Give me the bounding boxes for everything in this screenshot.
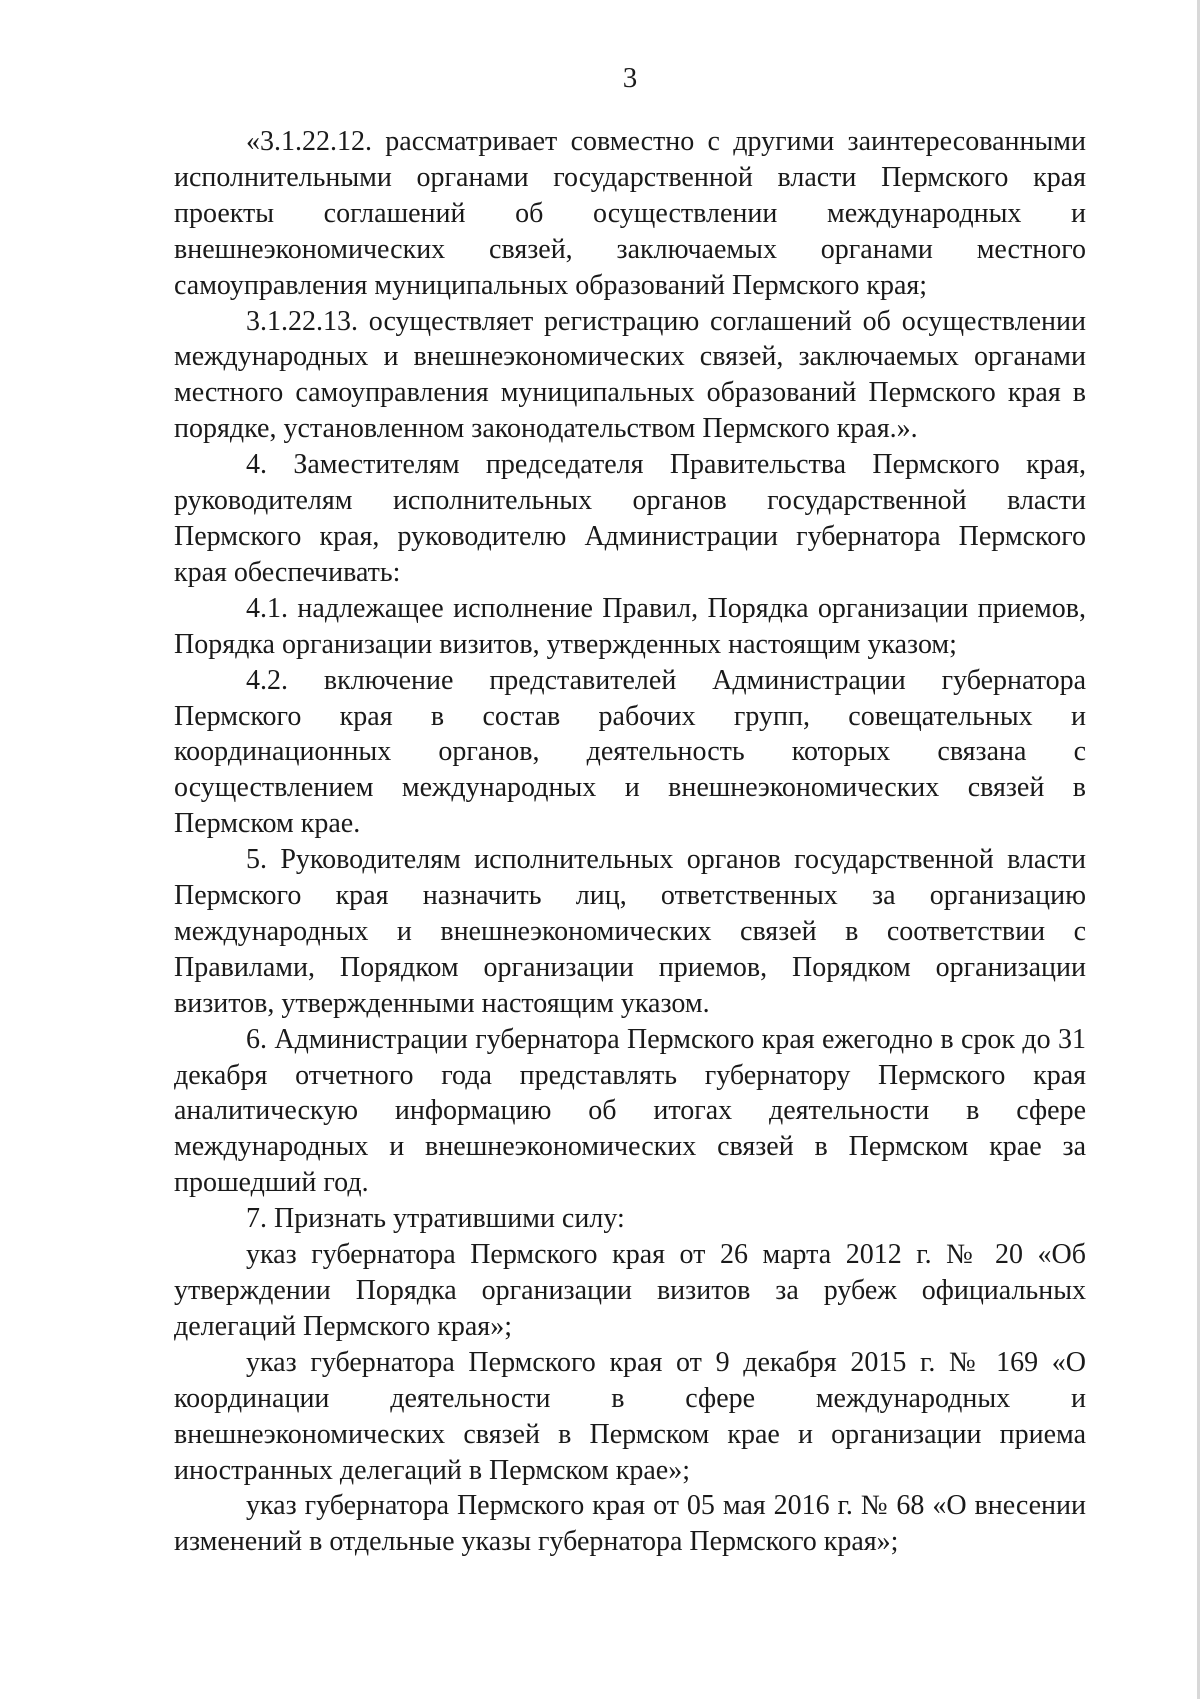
paragraph-3-1-22-13: 3.1.22.13. осуществляет регистрацию соглашений об осуществлении международных и внешнеэкономических связей, заключаемых органами местного самоуправления муниципальных образований Пермского края в порядке, установленном законодательством Пермского края.». xyxy=(174,305,1086,445)
paragraph-5: 5. Руководителям исполнительных органов государственной власти Пермского края назначить лиц, ответственных за организацию международных и внешнеэкономических связей в соответствии с Правилами, Порядком организации приемов, Порядком организации визитов, утвержденными настоящим указом. xyxy=(174,844,1086,1019)
page-number: 3 xyxy=(622,62,638,94)
paragraph-7: 7. Признать утратившими силу: xyxy=(246,1203,625,1235)
document-body xyxy=(174,124,1086,1560)
paragraph-7-decree-2012: указ губернатора Пермского края от 26 марта 2012 г. № 20 «Об утверждении Порядка организации визитов за рубеж официальных делегаций Пермского края»; xyxy=(174,1239,1086,1342)
paragraph-4-2: 4.2. включение представителей Администрации губернатора Пермского края в состав рабочих групп, совещательных и координационных органов, деятельность которых связана с осуществлением международных и внешнеэкономических связей в Пермском крае. xyxy=(174,664,1086,840)
paragraph-7-decree-2015: указ губернатора Пермского края от 9 декабря 2015 г. № 169 «О координации деятельности в сфере международных и внешнеэкономических связей в Пермском крае и организации приема иностранных делегаций в Пермском крае»; xyxy=(174,1346,1086,1486)
paragraph-3-1-22-12: «3.1.22.12. рассматривает совместно с другими заинтересованными исполнительными органами государственной власти Пермского края проекты соглашений об осуществлении международных и внешнеэкономических связей, заключаемых органами местного самоуправления муниципальных образований Пермского края; xyxy=(174,126,1086,301)
paragraph-6: 6. Администрации губернатора Пермского края ежегодно в срок до 31 декабря отчетного года представлять губернатору Пермского края аналитическую информацию об итогах деятельности в сфере международных и внешнеэкономических связей в Пермском крае за прошедший год. xyxy=(174,1023,1086,1199)
paragraph-4-1: 4.1. надлежащее исполнение Правил, Порядка организации приемов, Порядка организации визитов, утвержденных настоящим указом; xyxy=(174,592,1086,660)
paragraph-7-decree-2016: указ губернатора Пермского края от 05 мая 2016 г. № 68 «О внесении изменений в отдельные указы губернатора Пермского края»; xyxy=(174,1490,1086,1558)
paragraph-4: 4. Заместителям председателя Правительства Пермского края, руководителям исполнительных органов государственной власти Пермского края, руководителю Администрации губернатора Пермского края обеспечивать: xyxy=(174,449,1086,588)
